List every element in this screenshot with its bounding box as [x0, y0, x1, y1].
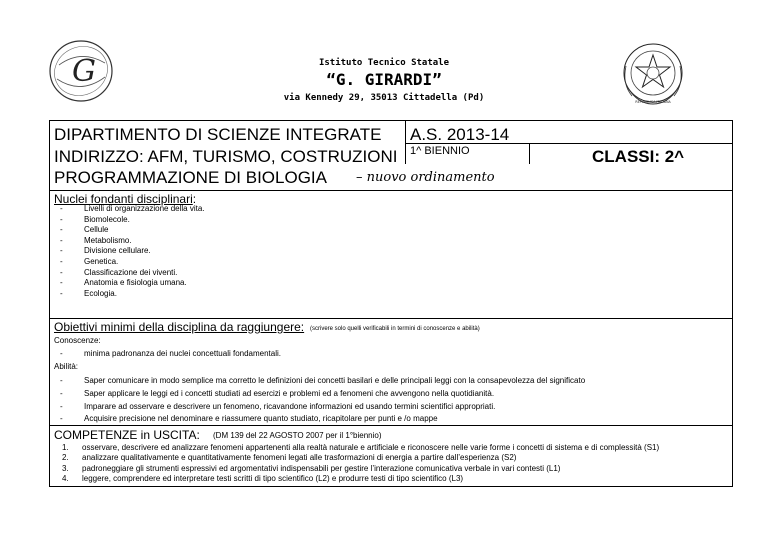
svg-text:G: G [72, 54, 96, 89]
list-item: - Biomolecole. [60, 214, 130, 224]
list-item: - Classificazione dei viventi. [60, 267, 178, 277]
conoscenze-label: Conoscenze: [54, 336, 101, 345]
competenze-item: 2. analizzare qualitativamente e quantitativamente fenomeni legati alle trasformazioni di energia a partire dall’esperienza (S2) [62, 453, 517, 462]
list-item: - Genetica. [60, 256, 119, 266]
svg-text:REPUBBLICA ITALIANA: REPUBBLICA ITALIANA [635, 100, 671, 104]
competenze-item: 1. osservare, descrivere ed analizzare fenomeni appartenenti alla realtà naturale e artificiale e riconoscere nelle varie forme i concetti di sistema e di complessità (S1) [62, 443, 660, 452]
school-name: “G. GIRARDI” [326, 70, 442, 89]
nuclei-list [60, 204, 205, 299]
competenze-note: (DM 139 del 22 AGOSTO 2007 per il 1°biennio) [213, 431, 382, 440]
abilita-item: - Saper applicare le leggi ed i concetti studiati ad esercizi e problemi ed a fenomeni che avvengono nella quotidianità. [60, 389, 495, 398]
abilita-label: Abilità: [54, 362, 79, 371]
nuclei-heading-text: Nuclei fondanti disciplinari [54, 192, 193, 206]
list-item: - Cellule [60, 225, 109, 235]
list-item: - Metabolismo. [60, 235, 132, 245]
list-item: - Ecologia. [60, 288, 117, 298]
biennio-label: 1^ BIENNIO [410, 145, 470, 157]
competenze-item: 3. padroneggiare gli strumenti espressivi ed argomentativi indispensabili per gestire l’interazione comunicativa verbale in vari contesti (L1) [62, 464, 561, 473]
program-title: PROGRAMMAZIONE DI BIOLOGIA [54, 168, 327, 187]
abilita-item: - Saper comunicare in modo semplice ma corretto le definizioni dei concetti basilari e delle principali leggi con la consapevolezza del significato [60, 376, 586, 385]
competenze-heading: COMPETENZE in USCITA: [54, 428, 200, 442]
list-item: - Livelli di organizzazione della vita. [60, 204, 205, 213]
institute-type: Istituto Tecnico Statale [318, 58, 450, 68]
school-year: A.S. 2013-14 [410, 125, 510, 144]
objectives-note: (scrivere solo quelli verificabili in termini di conoscenze e abilità) [310, 326, 480, 332]
school-address: via Kennedy 29, 35013 Cittadella (Pd) [283, 93, 485, 103]
classes-label: CLASSI: 2^ [592, 147, 685, 166]
list-item: - Divisione cellulare. [60, 246, 151, 256]
competenze-item: 4. leggere, comprendere ed interpretare testi scritti di tipo scientifico (L2) e produrre testi di tipo scientifico (L3) [62, 474, 464, 483]
department-title: DIPARTIMENTO DI SCIENZE INTEGRATE [54, 125, 382, 144]
track-title: INDIRIZZO: AFM, TURISMO, COSTRUZIONI [54, 147, 398, 166]
title-divider-2 [529, 143, 530, 164]
abilita-item: - Imparare ad osservare e descrivere un fenomeno, ricavandone informazioni ed usando termini scientifici appropriati. [60, 402, 496, 411]
row-divider-2 [49, 425, 733, 426]
objectives-heading: Obiettivi minimi della disciplina da raggiungere: [54, 320, 305, 334]
order-label: – nuovo ordinamento [356, 170, 495, 185]
title-divider [405, 120, 406, 164]
list-item: - Anatomia e fisiologia umana. [60, 278, 187, 288]
abilita-item: - Acquisire precisione nel denominare e riassumere quanto studiato, ricapitolare per punti e /o mappe [60, 414, 438, 423]
row-divider-1 [49, 318, 733, 319]
nuclei-heading-colon: : [192, 192, 197, 206]
conoscenze-item: - minima padronanza dei nuclei concettuali fondamentali. [60, 349, 282, 358]
